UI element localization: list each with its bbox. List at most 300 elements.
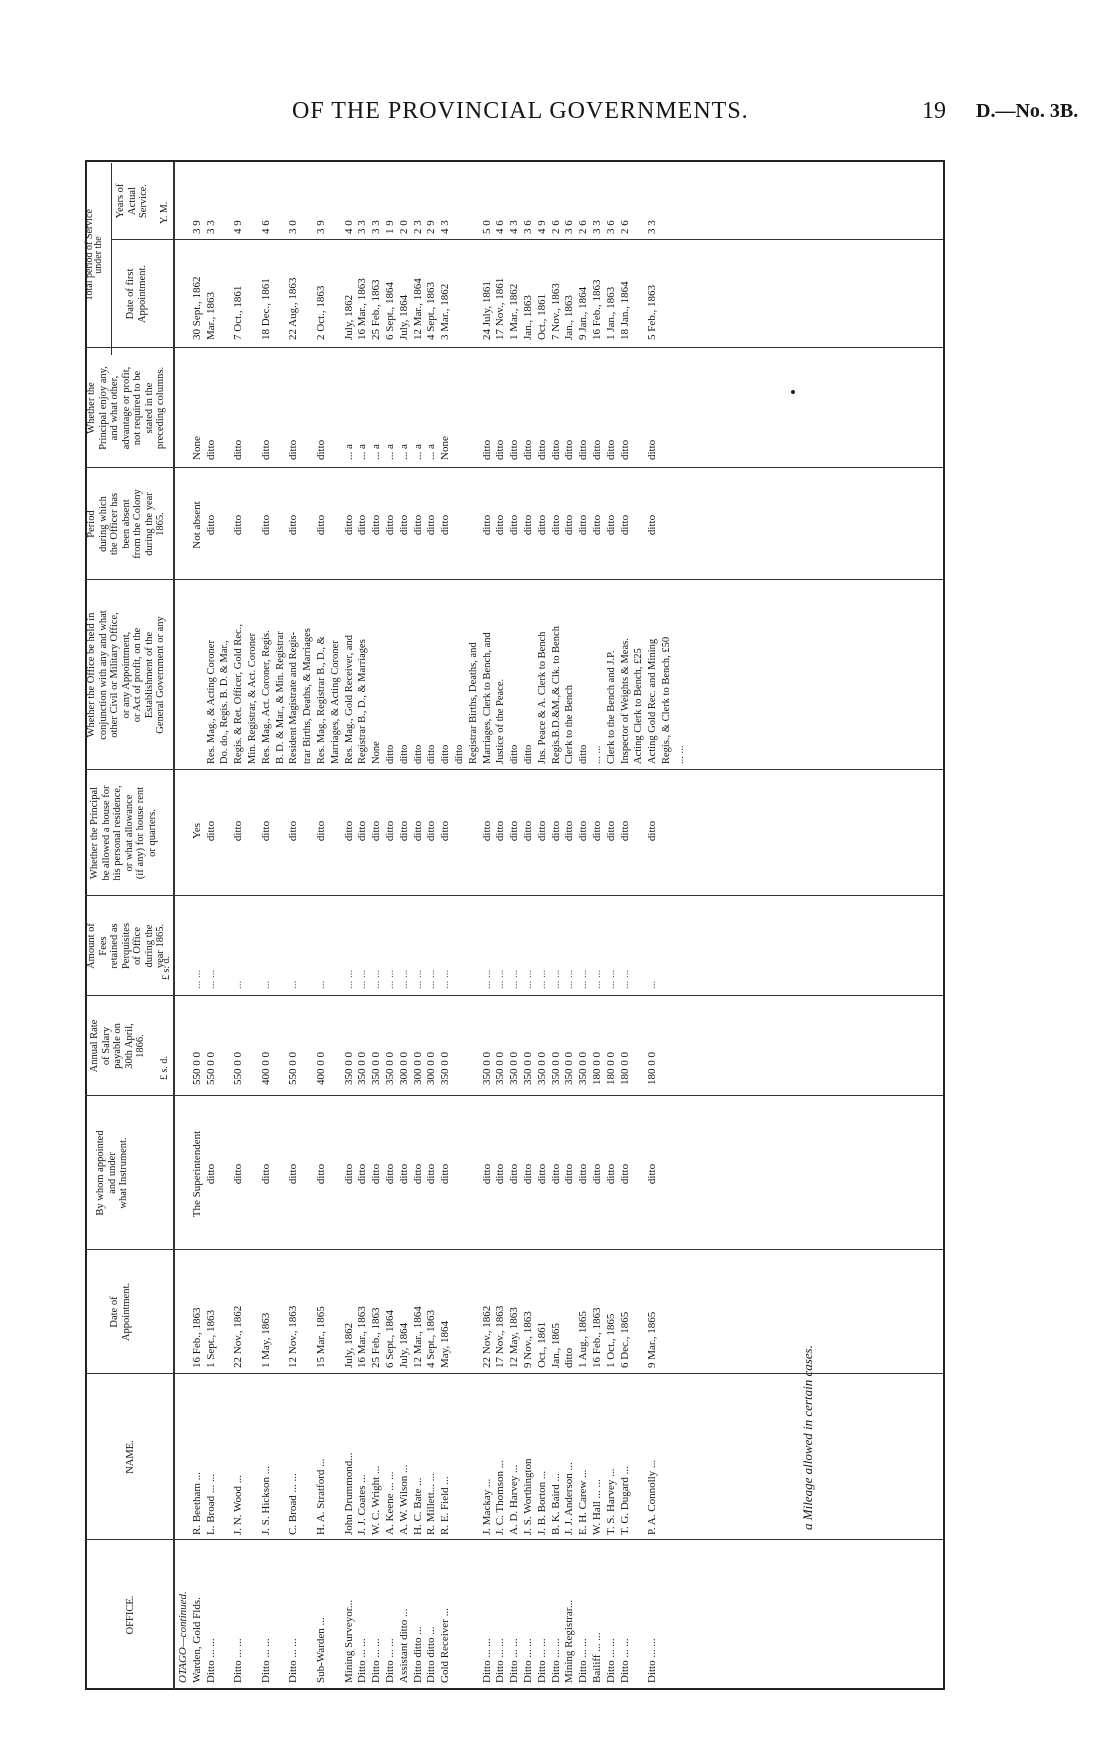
cell-fees: ... ... xyxy=(618,969,631,989)
cell-salary: 400 0 0 xyxy=(259,1052,272,1085)
cell-by: ditto xyxy=(383,1163,396,1185)
cell-salary xyxy=(177,1005,191,1085)
footnote: a Mileage allowed in certain cases. xyxy=(800,1345,815,1530)
cell-other xyxy=(177,352,191,460)
cell-fees xyxy=(467,904,481,989)
cell-date: Jan., 1865 xyxy=(549,1323,562,1368)
cell-absent: ditto xyxy=(259,514,272,536)
cell-conjunction: None xyxy=(371,741,383,764)
cell-by: ditto xyxy=(397,1163,410,1185)
cell-house xyxy=(177,776,191,886)
cell-house: ditto xyxy=(618,820,631,842)
conjunction-column xyxy=(177,584,687,764)
cell-office: Ditto ... ... xyxy=(521,1638,534,1683)
cell-date: 1 Oct., 1865 xyxy=(604,1313,617,1368)
cell-absent: ditto xyxy=(549,514,562,536)
cell-fees xyxy=(177,904,191,989)
cell-absent: ditto xyxy=(232,514,245,536)
cell-office: Mining Surveyor... xyxy=(342,1599,355,1683)
cell-conjunction: B. D. & Mar., & Min. Registrar xyxy=(274,631,286,764)
cell-by xyxy=(453,1104,467,1244)
cell-first: 2 Oct., 1863 xyxy=(314,285,327,340)
cell-yrs: 3 3 xyxy=(356,220,369,234)
cell-name xyxy=(274,1380,288,1535)
cell-house: ditto xyxy=(314,820,327,842)
cell-other: ditto xyxy=(287,439,300,460)
cell-date: 22 Nov., 1862 xyxy=(480,1305,493,1368)
cell-first: Mar., 1863 xyxy=(204,292,217,340)
cell-conjunction: Res. Mag., Act. Coroner, Regis. xyxy=(260,630,272,764)
cell-house: ditto xyxy=(259,820,272,842)
cell-by xyxy=(329,1104,343,1244)
cell-salary: 350 0 0 xyxy=(494,1052,507,1085)
cell-date: 15 Mar., 1865 xyxy=(314,1306,327,1368)
cell-date: 1 Aug., 1865 xyxy=(577,1311,590,1368)
cell-absent: ditto xyxy=(508,514,521,536)
cell-by: ditto xyxy=(494,1163,507,1185)
cell-conjunction: ditto xyxy=(453,744,465,764)
cell-other: ditto xyxy=(521,439,534,460)
cell-yrs: 2 0 xyxy=(397,220,410,234)
cell-name: P. A. Connolly ... xyxy=(646,1459,659,1535)
cell-salary xyxy=(329,1005,343,1085)
cell-by: ditto xyxy=(314,1163,327,1185)
cell-name: H. C. Bate ... xyxy=(411,1477,424,1535)
cell-salary: 350 0 0 xyxy=(342,1052,355,1085)
cell-by: ditto xyxy=(535,1163,548,1185)
cell-conjunction: ditto xyxy=(509,744,521,764)
cell-other: ditto xyxy=(494,439,507,460)
cell-salary: 550 0 0 xyxy=(232,1052,245,1085)
cell-by xyxy=(246,1104,260,1244)
cell-fees: ... ... xyxy=(356,969,369,989)
cell-first xyxy=(177,246,191,340)
cell-date: 4 Sept., 1863 xyxy=(425,1309,438,1368)
cell-first xyxy=(453,246,467,340)
cell-other xyxy=(274,352,288,460)
cell-salary: 300 0 0 xyxy=(411,1052,424,1085)
cell-conjunction: ditto xyxy=(398,744,410,764)
cell-house: ditto xyxy=(411,820,424,842)
cell-name xyxy=(218,1380,232,1535)
cell-by: The Superintendent xyxy=(190,1130,203,1218)
fees-units: £ s. d. xyxy=(161,956,172,980)
cell-house xyxy=(301,776,315,886)
cell-other xyxy=(246,352,260,460)
cell-office: Mining Registrar... xyxy=(563,1599,576,1683)
cell-absent: ditto xyxy=(314,514,327,536)
absent-column xyxy=(177,475,660,575)
cell-office: Ditto ... ... xyxy=(508,1638,521,1683)
col-sep-fees xyxy=(85,895,943,896)
header-total-period: Total period of Service under the xyxy=(84,209,104,301)
header-fees: Amount of Fees retained as Perquisites of Office during the year 1865. xyxy=(86,922,166,970)
cell-by: ditto xyxy=(563,1163,576,1185)
header-by-whom: By whom appointed and under what Instrument. xyxy=(95,1130,129,1216)
cell-other: ditto xyxy=(508,439,521,460)
cell-conjunction: ditto xyxy=(578,744,590,764)
cell-name xyxy=(329,1380,343,1535)
cell-other: ... a xyxy=(397,444,410,460)
cell-house xyxy=(274,776,288,886)
cell-fees: ... ... xyxy=(425,969,438,989)
col-sep-conj xyxy=(85,579,943,580)
cell-house xyxy=(218,776,232,886)
cell-absent: ditto xyxy=(342,514,355,536)
cell-yrs: 4 0 xyxy=(342,220,355,234)
cell-house: ditto xyxy=(563,820,576,842)
cell-name: T. G. Dugard ... xyxy=(618,1466,631,1535)
cell-date xyxy=(246,1255,260,1368)
cell-other: ditto xyxy=(563,439,576,460)
cell-date: 16 Mar., 1863 xyxy=(356,1306,369,1368)
cell-absent: ditto xyxy=(397,514,410,536)
cell-name xyxy=(246,1380,260,1535)
cell-office: Ditto ... ... xyxy=(204,1638,217,1683)
header-date: Date of Appointment. xyxy=(109,1282,132,1342)
cell-name: J. S. Hickson ... xyxy=(259,1465,272,1535)
return-table xyxy=(85,160,945,1690)
cell-conjunction: Clerk to the Bench xyxy=(564,684,576,764)
cell-fees: ... ... xyxy=(383,969,396,989)
cell-house xyxy=(453,776,467,886)
cell-absent: ditto xyxy=(411,514,424,536)
cell-first: 6 Sept., 1864 xyxy=(383,281,396,340)
cell-fees: ... ... xyxy=(480,969,493,989)
cell-fees: ... ... xyxy=(411,969,424,989)
cell-date xyxy=(632,1255,646,1368)
cell-conjunction: Marriages, & Acting Coroner xyxy=(329,640,341,764)
cell-other: ditto xyxy=(577,439,590,460)
col-sep-office xyxy=(85,1539,943,1540)
cell-fees: ... ... xyxy=(439,969,452,989)
cell-fees: ... ... xyxy=(535,969,548,989)
cell-salary: 300 0 0 xyxy=(425,1052,438,1085)
cell-other xyxy=(301,352,315,460)
header-office: OFFICE. xyxy=(125,1595,136,1635)
cell-salary xyxy=(218,1005,232,1085)
cell-yrs: 2 3 xyxy=(411,220,424,234)
cell-office xyxy=(301,1543,315,1683)
cell-absent: ditto xyxy=(563,514,576,536)
years-service-column xyxy=(177,170,660,234)
header-house: Whether the Principal be allowed a house for his personal residence, or what allowance (if any) for house rent or quarters. xyxy=(89,785,158,881)
header-other-advantage: Whether the Principal enjoy any, and what other, advantage or profit, not required to be stated in the preceding columns. xyxy=(86,366,166,450)
page-title: OF THE PROVINCIAL GOVERNMENTS. xyxy=(292,98,749,124)
cell-by xyxy=(301,1104,315,1244)
cell-other xyxy=(632,352,646,460)
cell-absent: ditto xyxy=(425,514,438,536)
cell-salary: 550 0 0 xyxy=(287,1052,300,1085)
cell-office: Ditto ... ... xyxy=(618,1638,631,1683)
cell-other xyxy=(467,352,481,460)
cell-house: ditto xyxy=(287,820,300,842)
cell-date: 22 Nov., 1862 xyxy=(232,1305,245,1368)
cell-yrs: 4 6 xyxy=(259,220,272,234)
cell-conjunction: ditto xyxy=(426,744,438,764)
cell-yrs: 2 6 xyxy=(577,220,590,234)
cell-absent: ditto xyxy=(521,514,534,536)
office-column xyxy=(177,1543,660,1683)
cell-date xyxy=(218,1255,232,1368)
cell-salary xyxy=(301,1005,315,1085)
cell-date: Oct., 1861 xyxy=(535,1321,548,1368)
cell-yrs: 2 6 xyxy=(618,220,631,234)
cell-office: Bailiff ... ... xyxy=(590,1632,603,1683)
cell-date: 12 May, 1863 xyxy=(508,1307,521,1368)
cell-yrs: 1 9 xyxy=(383,220,396,234)
cell-absent: ditto xyxy=(604,514,617,536)
cell-house: ditto xyxy=(204,820,217,842)
cell-absent xyxy=(632,475,646,575)
cell-yrs: 3 6 xyxy=(604,220,617,234)
cell-date: 9 Nov., 1863 xyxy=(521,1311,534,1368)
cell-conjunction: Justice of the Peace. xyxy=(495,678,507,764)
cell-yrs: 3 9 xyxy=(190,220,203,234)
cell-other: ditto xyxy=(204,439,217,460)
cell-office: Ditto ... ... xyxy=(370,1638,383,1683)
cell-date: 9 Mar., 1865 xyxy=(646,1311,659,1368)
cell-conjunction: Regis. & Ret. Officer, Gold Rec., xyxy=(233,624,245,764)
cell-name: J. S. Worthington xyxy=(521,1458,534,1535)
cell-yrs: 4 9 xyxy=(535,220,548,234)
cell-house: ditto xyxy=(370,820,383,842)
cell-first: July, 1864 xyxy=(397,294,410,340)
cell-first: 12 Mar., 1864 xyxy=(411,278,424,340)
cell-conjunction: Acting Gold Rec. and Mining xyxy=(647,638,659,764)
cell-date: 16 Feb., 1863 xyxy=(190,1307,203,1368)
cell-name: C. Broad ... ... xyxy=(287,1473,300,1535)
cell-first xyxy=(246,246,260,340)
cell-house xyxy=(329,776,343,886)
cell-fees: ... ... xyxy=(577,969,590,989)
cell-office xyxy=(632,1543,646,1683)
cell-fees: ... xyxy=(287,980,300,989)
cell-conjunction: Res. Mag., Registrar B., D., & xyxy=(315,636,327,764)
cell-first: Oct., 1861 xyxy=(535,293,548,340)
cell-house xyxy=(632,776,646,886)
cell-date: 25 Feb., 1863 xyxy=(370,1307,383,1368)
cell-date: 1 Sept., 1863 xyxy=(204,1309,217,1368)
cell-conjunction: Registrar B., D., & Marriages xyxy=(357,639,369,764)
cell-other: ditto xyxy=(618,439,631,460)
cell-house xyxy=(246,776,260,886)
cell-name: W. Hall ... ... xyxy=(590,1479,603,1535)
cell-yrs xyxy=(467,170,481,234)
cell-conjunction: ditto xyxy=(412,744,424,764)
cell-yrs: 3 3 xyxy=(370,220,383,234)
cell-salary: 350 0 0 xyxy=(370,1052,383,1085)
cell-other: ... a xyxy=(411,444,424,460)
cell-office: Gold Receiver ... xyxy=(439,1608,452,1683)
cell-name: John Drummond... xyxy=(342,1452,355,1535)
cell-name xyxy=(467,1380,481,1535)
cell-conjunction xyxy=(177,584,191,764)
cell-office xyxy=(453,1543,467,1683)
cell-name: J. J. Anderson ... xyxy=(563,1462,576,1535)
cell-yrs xyxy=(453,170,467,234)
cell-name: R. E. Field ... xyxy=(439,1476,452,1535)
cell-date: 12 Mar., 1864 xyxy=(411,1306,424,1368)
cell-fees: ... xyxy=(646,980,659,989)
cell-conjunction: Do. do., Regis. B. D. & Mar., xyxy=(219,640,231,764)
cell-yrs: 5 0 xyxy=(480,220,493,234)
cell-absent: ditto xyxy=(590,514,603,536)
cell-fees xyxy=(274,904,288,989)
cell-first: 7 Nov., 1863 xyxy=(549,283,562,340)
first-appointment-column xyxy=(177,246,660,340)
cell-yrs: 2 9 xyxy=(425,220,438,234)
cell-first: 16 Feb., 1863 xyxy=(590,279,603,340)
cell-office: Ditto ... ... xyxy=(549,1638,562,1683)
cell-by: ditto xyxy=(508,1163,521,1185)
cell-yrs xyxy=(301,170,315,234)
cell-first: 4 Sept., 1863 xyxy=(425,281,438,340)
appointed-by-column xyxy=(177,1104,660,1244)
cell-first xyxy=(467,246,481,340)
cell-house: ditto xyxy=(521,820,534,842)
header-salary: Annual Rate of Salary payable on 30th April, 1866. xyxy=(89,1019,146,1073)
cell-other xyxy=(453,352,467,460)
cell-office: Assistant ditto ... xyxy=(397,1608,410,1683)
cell-salary: 180 0 0 xyxy=(604,1052,617,1085)
cell-name: H. A. Stratford ... xyxy=(314,1458,327,1535)
cell-house: ditto xyxy=(535,820,548,842)
cell-salary: 350 0 0 xyxy=(480,1052,493,1085)
cell-yrs xyxy=(246,170,260,234)
cell-yrs xyxy=(274,170,288,234)
cell-absent xyxy=(274,475,288,575)
cell-first xyxy=(301,246,315,340)
cell-by: ditto xyxy=(370,1163,383,1185)
cell-fees: ... ... xyxy=(521,969,534,989)
cell-office: Ditto ditto ... xyxy=(411,1626,424,1683)
cell-other: ditto xyxy=(480,439,493,460)
cell-house: ditto xyxy=(232,820,245,842)
cell-fees: ... ... xyxy=(397,969,410,989)
cell-date: ditto xyxy=(563,1347,576,1368)
cell-absent: ditto xyxy=(618,514,631,536)
cell-by: ditto xyxy=(439,1163,452,1185)
cell-conjunction: ... ... xyxy=(591,745,603,764)
cell-office xyxy=(218,1543,232,1683)
cell-office: Sub-Warden ... xyxy=(314,1617,327,1683)
cell-house xyxy=(467,776,481,886)
cell-first: 1 Mar., 1862 xyxy=(508,283,521,340)
col-sep-first xyxy=(111,239,943,240)
cell-office: Ditto ... ... xyxy=(383,1638,396,1683)
cell-fees: ... ... xyxy=(563,969,576,989)
cell-salary: 550 0 0 xyxy=(204,1052,217,1085)
cell-conjunction: Res. Mag., Gold Receiver, and xyxy=(343,634,355,764)
header-conjunction: Whether the Office be held in conjunction with any and what other Civil or Military Office, or any Appointment, or Act of profit, on the Establishment of the General Government or any xyxy=(86,610,166,740)
cell-yrs xyxy=(632,170,646,234)
col-sep-absent xyxy=(85,467,943,468)
cell-by xyxy=(218,1104,232,1244)
cell-date: 17 Nov., 1863 xyxy=(494,1305,507,1368)
cell-office xyxy=(467,1543,481,1683)
cell-conjunction: ditto xyxy=(384,744,396,764)
cell-yrs: 3 3 xyxy=(646,220,659,234)
cell-absent xyxy=(329,475,343,575)
cell-absent: ditto xyxy=(494,514,507,536)
cell-fees xyxy=(246,904,260,989)
cell-conjunction: trar Births, Deaths, & Marriages xyxy=(302,628,314,764)
cell-office: Warden, Gold Flds. xyxy=(190,1597,203,1683)
document-reference: D.—No. 3B. xyxy=(976,100,1079,122)
cell-by xyxy=(632,1104,646,1244)
cell-name: W. C. Wright ... xyxy=(370,1465,383,1535)
cell-fees: ... ... xyxy=(190,969,203,989)
cell-conjunction: Min. Registrar, & Act. Coroner xyxy=(246,632,258,764)
cell-name: J. J. Coates ... xyxy=(356,1474,369,1535)
cell-date xyxy=(453,1255,467,1368)
cell-salary: 180 0 0 xyxy=(590,1052,603,1085)
cell-fees: ... ... xyxy=(508,969,521,989)
cell-absent xyxy=(218,475,232,575)
total-period-rule xyxy=(111,163,112,355)
cell-first: 24 July, 1861 xyxy=(480,281,493,340)
cell-by: ditto xyxy=(356,1163,369,1185)
cell-other: ditto xyxy=(646,439,659,460)
cell-office: Ditto ... ... xyxy=(259,1638,272,1683)
page-number: 19 xyxy=(922,98,946,124)
cell-salary: 350 0 0 xyxy=(508,1052,521,1085)
cell-date xyxy=(274,1255,288,1368)
cell-yrs: 2 6 xyxy=(549,220,562,234)
cell-absent xyxy=(177,475,191,575)
cell-first: 25 Feb., 1863 xyxy=(370,279,383,340)
cell-date xyxy=(467,1255,481,1368)
cell-date: 16 Feb., 1863 xyxy=(590,1307,603,1368)
cell-name xyxy=(453,1380,467,1535)
cell-conjunction: Regis.B.D.&M.,& Clk. to Bench xyxy=(550,626,562,764)
cell-fees: ... ... xyxy=(549,969,562,989)
col-sep-other xyxy=(85,347,943,348)
cell-name: J. N. Wood ... xyxy=(232,1474,245,1535)
cell-office: Ditto ... ... xyxy=(356,1638,369,1683)
cell-salary: 300 0 0 xyxy=(397,1052,410,1085)
cell-conjunction: Acting Clerk to Bench, £25 xyxy=(633,648,645,764)
house-column xyxy=(177,776,660,886)
cell-by xyxy=(274,1104,288,1244)
cell-salary: 400 0 0 xyxy=(314,1052,327,1085)
cell-salary: 350 0 0 xyxy=(383,1052,396,1085)
cell-house: ditto xyxy=(439,820,452,842)
cell-by: ditto xyxy=(618,1163,631,1185)
cell-other: ditto xyxy=(259,439,272,460)
cell-by: ditto xyxy=(232,1163,245,1185)
cell-by: ditto xyxy=(604,1163,617,1185)
cell-other: ditto xyxy=(590,439,603,460)
cell-conjunction: Resident Magistrate and Regis- xyxy=(288,631,300,764)
cell-conjunction: Res. Mag., & Acting Coroner xyxy=(205,640,217,764)
header-name: NAME. xyxy=(125,1440,136,1474)
cell-other: ditto xyxy=(314,439,327,460)
cell-yrs: 3 3 xyxy=(590,220,603,234)
cell-by: ditto xyxy=(204,1163,217,1185)
cell-salary: 180 0 0 xyxy=(646,1052,659,1085)
cell-name: L. Broad ... ... xyxy=(204,1473,217,1535)
cell-absent xyxy=(467,475,481,575)
cell-yrs: 3 6 xyxy=(563,220,576,234)
cell-other: ... a xyxy=(370,444,383,460)
cell-absent: ditto xyxy=(370,514,383,536)
cell-other: None xyxy=(190,436,203,460)
cell-by: ditto xyxy=(411,1163,424,1185)
cell-date: May, 1864 xyxy=(439,1321,452,1368)
cell-fees: ... xyxy=(232,980,245,989)
